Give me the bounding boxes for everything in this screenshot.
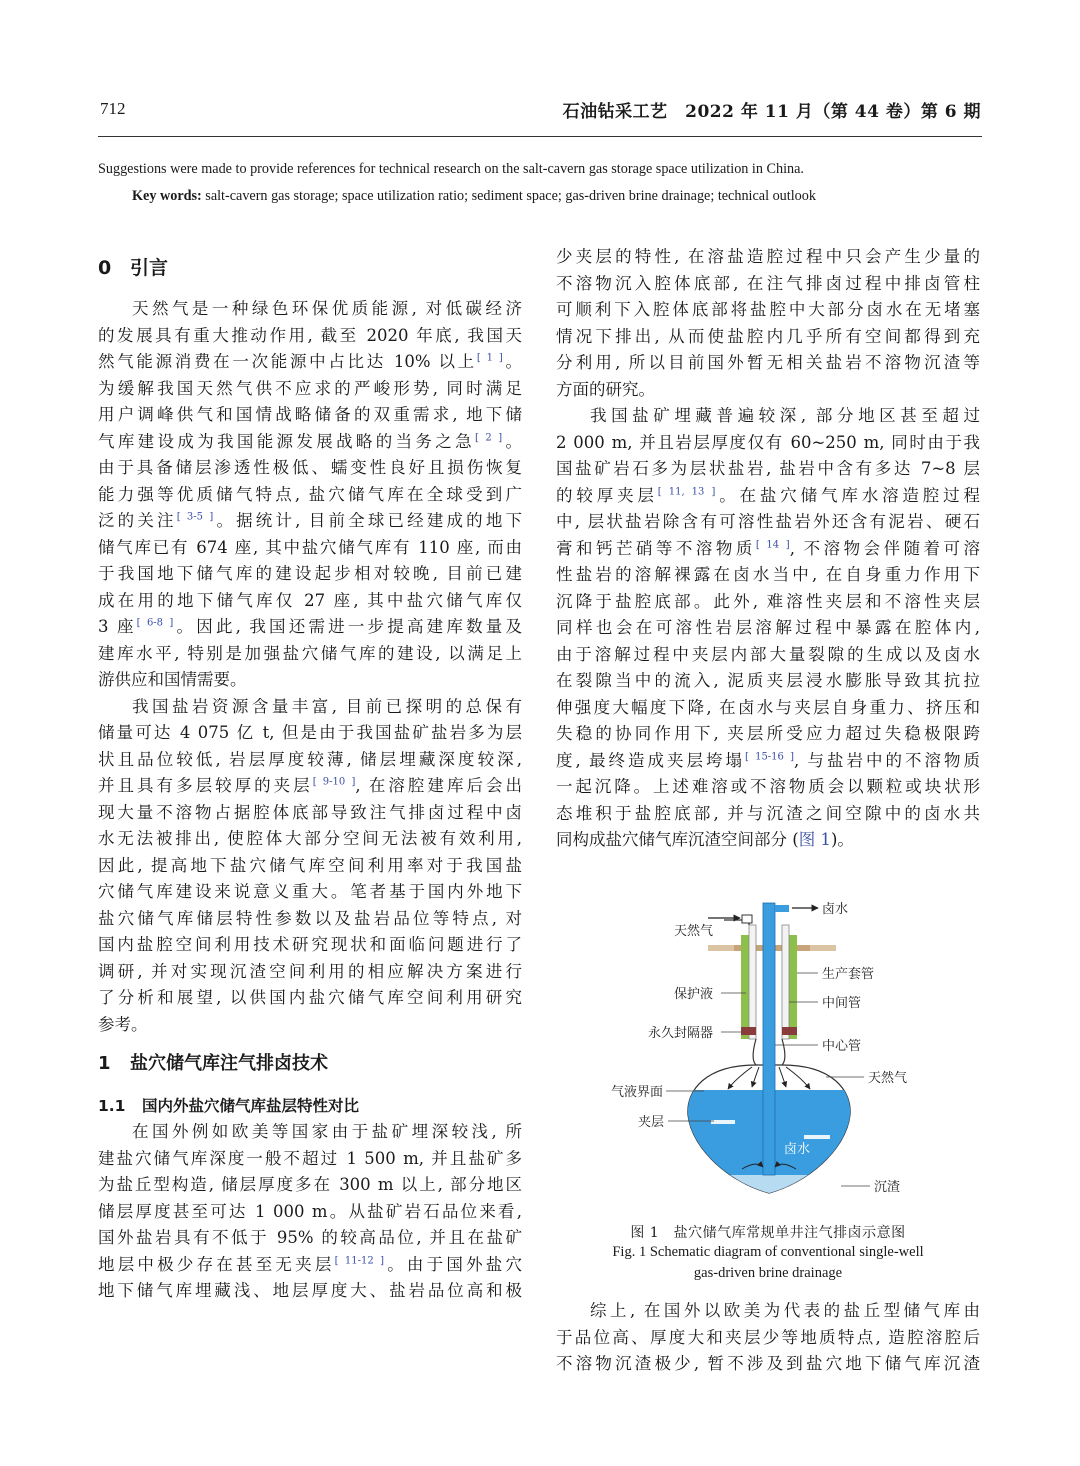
header-rule [98,136,982,137]
label-production-casing: 生产套管 [822,967,875,982]
section-0-title: 引言 [130,257,169,279]
s0-p1-line: 游供应和国情需要。 [98,670,247,689]
s0-p1-line: 的发展具有重大推动作用, 截至 2020 年底, 我国天 [98,325,522,345]
interlayer-right [804,1135,830,1139]
s1-p1-line: 国外盐岩具有不低于 95% 的较高品位, 并且在盐矿 [98,1228,522,1247]
right-column-tail [556,1298,980,1378]
s1-p2-line: 沉降于盐腔底部。此外, 难溶性夹层和不溶性夹层 [556,591,980,611]
journal-header: 石油钻采工艺 2022 年 11 月（第 44 卷）第 6 期 [562,102,981,122]
label-center-pipe: 中心管 [822,1039,862,1054]
packer-right [782,1027,797,1035]
s1-p1-line: 储层厚度甚至可达 1 000 m。从盐矿岩石品位来看, [98,1201,522,1221]
s1-p2-line: 性盐岩的溶解裸露在卤水当中, 在自身重力作用下 [556,565,980,584]
s0-p2-line: 调研, 并对实现沉渣空间利用的相应解决方案进行 [98,961,522,981]
s1-p2-line: 我国盐矿埋藏普遍较深, 部分地区甚至超过 [590,406,980,425]
s1-p2-line: 国盐矿岩石多为层状盐岩, 盐岩中含有多达 7~8 层 [556,459,980,478]
s0-p2-line: 并且具有多层较厚的夹层[ 9-10 ], 在溶腔建库后会出 [98,776,523,795]
right-column [556,244,980,854]
keywords-label: Key words: [132,188,202,204]
s0-p1-line: 储气库已有 674 座, 其中盐穴储气库有 110 座, 而由 [98,537,522,557]
s1-p3-line: 于品位高、厚度大和夹层少等地质特点, 造腔溶腔后 [556,1327,980,1347]
section-1-1-heading [98,1088,522,1119]
center-pipe [763,903,775,1175]
s0-p2-line: 现大量不溶物占据腔体底部导致注气排卤过程中卤 [98,802,522,822]
s1-p2-line: 膏和钙芒硝等不溶物质[ 14 ], 不溶物会伴随着可溶 [556,538,981,558]
s0-p2-line: 参考。 [98,1014,148,1034]
ref-15-16[interactable]: [ 15-16 ] [745,751,794,762]
s0-p2-line: 穴储气库建设来说意义重大。笔者基于国内外地下 [98,882,522,901]
label-packer: 永久封隔器 [648,1026,714,1041]
s1-p1-line: 建盐穴储气库深度一般不超过 1 500 m, 并且盐矿多 [98,1148,522,1168]
abstract-tail: Suggestions were made to provide references for technical research on the salt-cavern gas storage space utilization in China. [98,161,804,177]
interlayer-left [711,1120,735,1124]
production-casing-left [741,935,749,1039]
section-0-heading [98,244,522,296]
s1-p3-line: 不溶物沉渣极少, 暂不涉及到盐穴地下储气库沉渣 [556,1354,980,1373]
s0-p1-line: 成在用的地下储气库仅 27 座, 其中盐穴储气库仅 [98,590,522,610]
s1-p1-line: 方面的研究。 [556,379,655,399]
s0-p2-line: 水无法被排出, 使腔体大部分空间无法被有效利用, [98,829,522,848]
s0-p1-line: 由于具备储层渗透性极低、蠕变性良好且损伤恢复 [98,458,522,477]
s0-p2-line: 了分析和展望, 以供国内盐穴储气库空间利用研究 [98,988,522,1007]
s1-p2-line: 在裂隙当中的流入, 泥质夹层浸水膨胀导致其抗拉 [556,671,980,690]
middle-pipe-right [782,925,789,1039]
s0-p2-line: 储量可达 4 075 亿 t, 但是由于我国盐矿盐岩多为层 [98,723,522,742]
middle-pipe-left [749,925,756,1039]
s0-p1-line: 气库建设成为我国能源发展战略的当务之急[ 2 ]。 [98,431,522,451]
s1-p1-line: 少夹层的特性, 在溶盐造腔过程中只会产生少量的 [556,247,980,266]
s1-p2-line: 由于溶解过程中夹层内部大量裂隙的生成以及卤水 [556,644,980,664]
label-brine: 卤水 [784,1142,811,1157]
figure-1-caption-en-line2: gas-driven brine drainage [693,1265,843,1281]
label-gas-liquid-interface: 气液界面 [611,1085,664,1100]
s1-p2-line: 失稳的协同作用下, 夹层所受应力超过失稳极限跨 [556,724,980,743]
label-sediment: 沉渣 [874,1180,901,1195]
section-1-num: 1 [98,1053,111,1074]
s0-p2-line: 我国盐岩资源含量丰富, 目前已探明的总保有 [132,696,522,716]
figure-1-caption-cn: 图 1 盐穴储气库常规单井注气排卤示意图 [630,1225,906,1241]
s0-p2-line: 国内盐腔空间利用技术研究现状和面临问题进行了 [98,935,522,954]
figure-1-caption-en-line1: Fig. 1 Schematic diagram of conventional single-well [612,1244,924,1260]
production-casing-right [789,935,797,1039]
label-brine-out: 卤水 [822,902,849,917]
s1-p1-line: 地层中极少存在甚至无夹层[ 11-12 ]。由于国外盐穴 [98,1254,523,1274]
s0-p2-line: 因此, 提高地下盐穴储气库空间利用率对于我国盐 [98,855,522,875]
s1-p2-line: 2 000 m, 并且岩层厚度仅有 60~250 m, 同时由于我 [556,432,980,452]
s0-p1-line: 天然气是一种绿色环保优质能源, 对低碳经济 [132,299,522,318]
section-0-num: 0 [98,257,112,279]
page-number: 712 [100,99,126,118]
ref-6-8[interactable]: [ 6-8 ] [136,617,174,629]
s1-p2-line: 同样也会在可溶性岩层溶解过程中暴露在腔体内, [556,618,980,637]
keywords [132,188,816,205]
figure-1-caption-en [556,1242,980,1284]
s0-p1-line: 3 座[ 6-8 ]。因此, 我国还需进一步提高建库数量及 [98,617,522,636]
s1-p2-line: 一起沉降。上述难溶或不溶物质会以颗粒或块状形 [556,777,980,796]
s1-p1-line: 分利用, 所以目前国外暂无相关盐岩不溶物沉渣等 [556,353,980,372]
s1-p2-line: 伸强度大幅度下降, 在卤水与夹层自身重力、挤压和 [556,697,980,717]
s0-p1-line: 建库水平, 特别是加强盐穴储气库的建设, 以满足上 [98,643,522,663]
s0-p1-line: 为缓解我国天然气供不应求的严峻形势, 同时满足 [98,378,522,398]
s1-p2-line: 同构成盐穴储气库沉渣空间部分 (图 1)。 [556,830,854,849]
section-1-1-title: 国内外盐穴储气库盐层特性对比 [142,1097,360,1115]
label-natural-gas-in: 天然气 [674,924,714,939]
s0-p1-line: 用户调峰供气和国情战略储备的双重需求, 地下储 [98,405,522,424]
s1-p2-line: 中, 层状盐岩除含有可溶性盐岩外还含有泥岩、硬石 [556,512,980,531]
s0-p2-line: 盐穴储气库储层特性参数以及盐岩品位等特点, 对 [98,908,522,928]
label-interlayer: 夹层 [638,1115,665,1130]
ref-3-5[interactable]: [ 3-5 ] [176,511,214,523]
ref-14[interactable]: [ 14 ] [755,539,790,550]
s0-p1-line: 然气能源消费在一次能源中占比达 10% 以上[ 1 ]。 [98,352,522,371]
s1-p1-line: 可顺利下入腔体底部将盐腔中大部分卤水在无堵塞 [556,300,980,319]
ref-1[interactable]: [ 1 ] [476,352,503,364]
figure-1-diagram [556,895,980,1225]
s1-p1-line: 情况下排出, 从而使盐腔内几乎所有空间都得到充 [556,326,980,346]
section-1-1-num: 1.1 [98,1097,126,1115]
s0-p1-line: 能力强等优质储气特点, 盐穴储气库在全球受到广 [98,484,522,504]
s1-p3-line: 综上, 在国外以欧美为代表的盐丘型储气库由 [590,1301,980,1320]
s1-p2-line: 态堆积于盐腔底部, 并与沉渣之间空隙中的卤水共 [556,803,980,823]
figure-1 [556,895,980,1225]
figure-1-link[interactable]: 图 1 [798,830,831,849]
s0-p1-line: 于我国地下储气库的建设起步相对较晚, 目前已建 [98,564,522,583]
packer-left [741,1027,756,1035]
s0-p1-line: 泛的关注[ 3-5 ]。据统计, 目前全球已经建成的地下 [98,511,523,530]
s1-p1-line: 在国外例如欧美等国家由于盐矿埋深较浅, 所 [132,1122,522,1141]
label-natural-gas-cavern: 天然气 [868,1071,908,1086]
ref-11-13[interactable]: [ 11, 13 ] [657,486,716,497]
keywords-text: salt-cavern gas storage; space utilization ratio; sediment space; gas-driven brine drainage; technical outlook [205,188,816,204]
sediment-zone [676,1175,866,1205]
ref-11-12[interactable]: [ 11-12 ] [334,1255,384,1266]
s0-p2-line: 状且品位较低, 岩层厚度较薄, 储层埋藏深度较深, [98,749,522,769]
s1-p2-line: 度, 最终造成夹层垮塌[ 15-16 ], 与盐岩中的不溶物质 [556,750,980,770]
label-protective-fluid: 保护液 [674,987,714,1002]
s1-p1-line: 地下储气库埋藏浅、地层厚度大、盐岩品位高和极 [98,1281,522,1300]
left-column [98,244,522,1305]
ref-9-10[interactable]: [ 9-10 ] [312,776,356,788]
section-1-title: 盐穴储气库注气排卤技术 [130,1053,328,1074]
s1-p2-line: 的较厚夹层[ 11, 13 ]。在盐穴储气库水溶造腔过程 [556,485,981,505]
section-1-heading [98,1044,522,1088]
ref-2[interactable]: [ 2 ] [474,432,503,443]
s1-p1-line: 为盐丘型构造, 储层厚度多在 300 m 以上, 部分地区 [98,1175,522,1194]
label-middle-pipe: 中间管 [822,996,862,1011]
s1-p1-line: 不溶物沉入腔体底部, 在注气排卤过程中排卤管柱 [556,273,980,293]
